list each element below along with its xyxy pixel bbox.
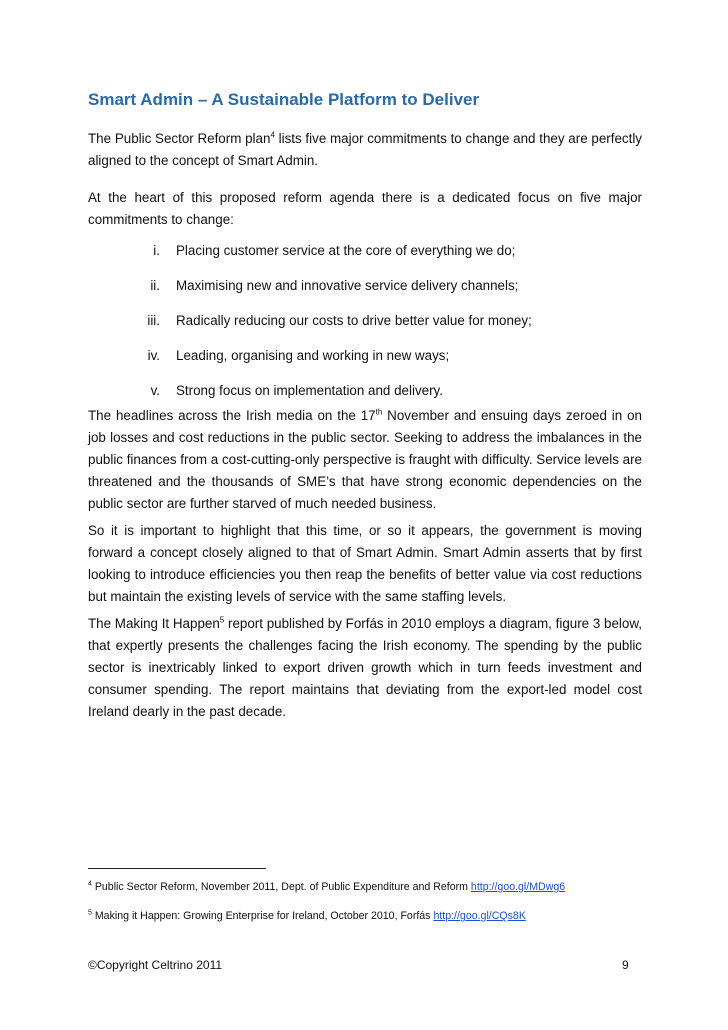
footer-copyright: ©Copyright Celtrino 2011 bbox=[88, 958, 223, 972]
list-item-text: Leading, organising and working in new ways; bbox=[176, 348, 450, 363]
list-item-text: Maximising new and innovative service delivery channels; bbox=[176, 278, 519, 293]
footnote-ref-5[interactable]: 5 bbox=[219, 615, 225, 625]
paragraph-making-it-happen: The Making It Happen$^5$ report published by Forfás in 2010 employs a diagram, figure 3 below, that expertly presents the challenges facing the Irish economy. The spending by the public sector is inextricably linked to export driven growth which in turn feeds investment and consumer spending. The report maintains that deviating from the export-led model cost Ireland dearly in the past decade. bbox=[88, 615, 642, 719]
paragraph-reform-plan: The Public Sector Reform plan$^4$ lists five major commitments to change and they are perfectly aligned to the concept of Smart Admin. bbox=[88, 130, 643, 168]
list-item-number: v. bbox=[150, 383, 160, 398]
footnote-4-link[interactable]: http://goo.gl/MDwg6 bbox=[470, 881, 566, 893]
list-item bbox=[88, 240, 642, 275]
list-item-number: i. bbox=[153, 243, 160, 258]
footnote-ref-4[interactable]: 4 bbox=[270, 130, 275, 140]
superscript-th: th bbox=[375, 407, 383, 417]
list-item-text: Strong focus on implementation and delivery. bbox=[176, 383, 443, 398]
list-item-number: ii. bbox=[150, 278, 160, 293]
footnote-5-link[interactable]: http://goo.gl/CQs8K bbox=[433, 910, 526, 922]
list-item-text: Radically reducing our costs to drive better value for money; bbox=[176, 313, 532, 328]
list-item-number: iii. bbox=[147, 313, 160, 328]
paragraph-headlines: The headlines across the Irish media on the 17th November and ensuing days zeroed in on job losses and cost reductions in the public sector. Seeking to address the imbalances in the public finances from a cost-cutting-only perspective is fraught with difficulty. Service levels are threatened and the thousands of SME’s that have strong economic dependencies on the public sector are further starved of much needed business. bbox=[88, 407, 642, 511]
list-item-text: Placing customer service at the core of everything we do; bbox=[176, 243, 516, 258]
paragraph-heart-of-agenda: At the heart of this proposed reform agenda there is a dedicated focus on five major commitments to change: bbox=[88, 190, 642, 227]
paragraph-smart-admin: So it is important to highlight that this time, or so it appears, the government is moving forward a concept closely aligned to that of Smart Admin. Smart Admin asserts that by first looking to introduce efficiencies you then reap the benefits of better value via cost reductions but maintain the existing levels of service with the same staffing levels. bbox=[88, 523, 642, 604]
footnote-5: $^5$ Making it Happen: Growing Enterprise for Ireland, October 2010, Forfás http://goo.gl/CQs8K bbox=[88, 909, 526, 922]
list-item bbox=[88, 275, 642, 310]
section-heading: Smart Admin – A Sustainable Platform to Deliver bbox=[88, 90, 480, 109]
footnote-divider bbox=[88, 868, 266, 869]
list-item bbox=[88, 310, 642, 345]
list-item bbox=[88, 345, 642, 380]
commitments-list bbox=[88, 240, 642, 415]
footnote-4: $^4$ Public Sector Reform, November 2011, Dept. of Public Expenditure and Reform http://goo.gl/MDwg6 bbox=[88, 880, 566, 893]
page-number: 9 bbox=[622, 958, 629, 972]
list-item-number: iv. bbox=[147, 348, 160, 363]
